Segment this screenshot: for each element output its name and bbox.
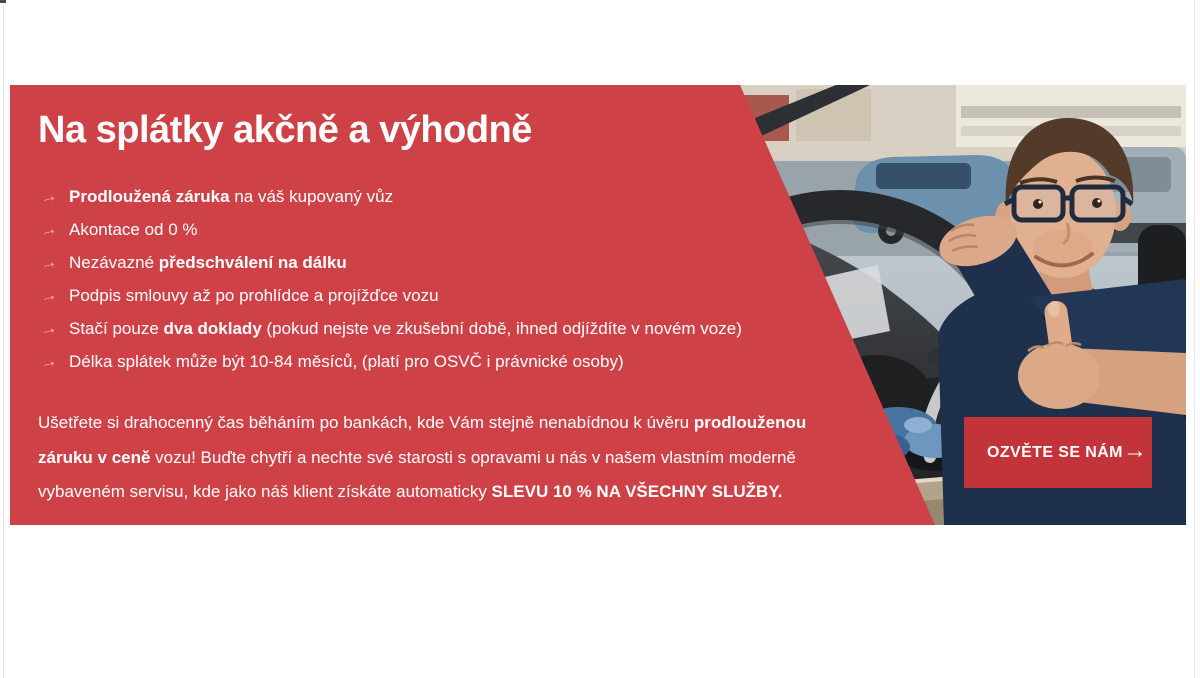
promo-banner	[10, 85, 1186, 525]
paragraph-text: vozu! Buďte chytří a nechte své starosti s opravami u nás v našem vlastním moderně vybaveném servisu, kde jako náš klient získáte automaticky	[38, 447, 796, 501]
benefit-item	[37, 279, 742, 312]
promo-paragraph	[38, 406, 846, 510]
benefit-text: Podpis smlouvy až po prohlídce a projížďce vozu	[69, 285, 439, 305]
paragraph-text-bold: SLEVU 10 % NA VŠECHNY SLUŽBY.	[491, 482, 783, 501]
benefit-text-bold: Prodloužená záruka	[69, 186, 230, 206]
promo-title: Na splátky akčně a výhodně	[38, 109, 532, 151]
arrow-bullet-icon: →	[37, 283, 59, 307]
benefit-text-bold: dva doklady	[163, 318, 262, 338]
contact-us-label: OZVĚTE SE NÁM	[987, 443, 1123, 461]
arrow-bullet-icon: →	[37, 250, 59, 274]
contact-us-button[interactable]	[964, 417, 1152, 488]
arrow-right-icon: →	[1122, 437, 1147, 464]
paragraph-text: Ušetřete si drahocenný čas běháním po bankách, kde Vám stejně nenabídnou k úvěru	[38, 413, 694, 432]
paragraph-text-bold: prodlouženou záruku v ceně	[38, 413, 807, 467]
benefit-list	[37, 180, 742, 378]
benefit-text: na váš kupovaný vůz	[229, 186, 394, 206]
benefit-text-bold: předschválení na dálku	[158, 252, 347, 272]
page-left-border	[3, 0, 4, 678]
arrow-bullet-icon: →	[37, 184, 59, 208]
page-right-border	[1194, 0, 1195, 678]
arrow-bullet-icon: →	[37, 316, 59, 340]
benefit-text: Akontace od 0 %	[69, 219, 198, 239]
benefit-text: (pokud nejste ve zkušební době, ihned odjíždíte v novém voze)	[261, 318, 742, 338]
benefit-text: Nezávazné	[69, 252, 159, 272]
benefit-text: Stačí pouze	[69, 318, 164, 338]
benefit-item	[37, 312, 742, 345]
arrow-bullet-icon: →	[37, 349, 59, 373]
benefit-item	[37, 246, 742, 279]
benefit-text: Délka splátek může být 10-84 měsíců, (platí pro OSVČ i právnické osoby)	[69, 351, 624, 371]
benefit-item	[37, 213, 742, 246]
arrow-bullet-icon: →	[37, 217, 59, 241]
benefit-item	[37, 180, 742, 213]
benefit-item	[37, 345, 742, 378]
corner-artifact	[0, 0, 6, 3]
